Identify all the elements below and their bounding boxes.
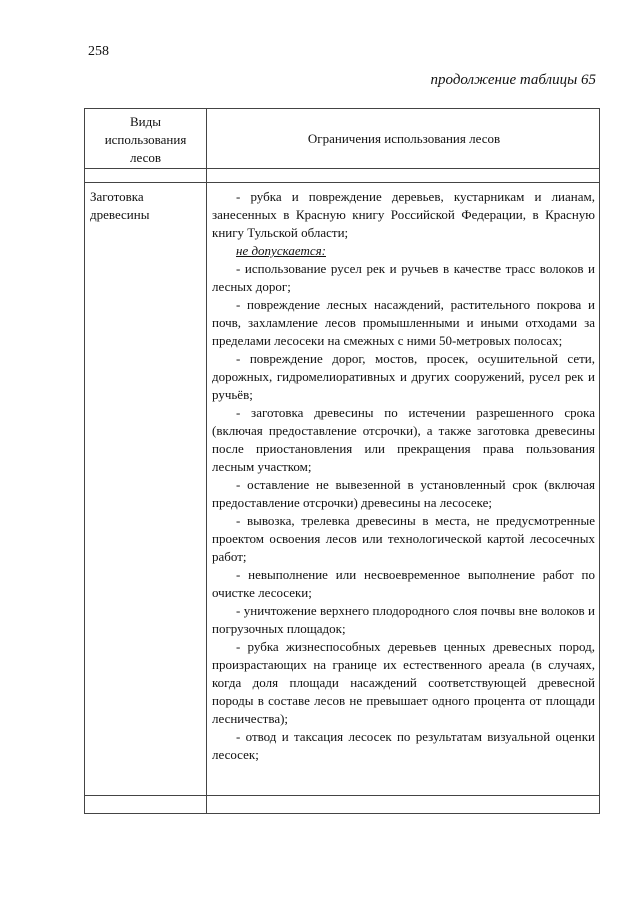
header-line: использования <box>104 132 187 147</box>
restriction-paragraph: - использование русел рек и ручьев в качестве трасс волоков и лесных дорог; <box>212 261 595 294</box>
restriction-paragraph: - повреждение дорог, мостов, просек, осушительной сети, дорожных, гидромелиоративных и других сооружений, русел рек и ручьёв; <box>212 351 595 402</box>
use-type-line: древесины <box>90 207 150 222</box>
row-cell-restrictions <box>212 188 595 764</box>
header-line: Виды <box>130 114 161 129</box>
restriction-paragraph: - заготовка древесины по истечении разрешенного срока (включая предоставление отсрочки), а также заготовка древесины после приостановления или прекращения права пользования лесным участком; <box>212 405 595 474</box>
restriction-paragraph: - оставление не вывезенной в установленный срок (включая предоставление отсрочки) древесины на лесосеке; <box>212 477 595 510</box>
restriction-paragraph: - повреждение лесных насаждений, растительного покрова и почв, захламление лесов промышленными и иными отходами за пределами лесосеки на смежных с ними 50-метровых полосах; <box>212 297 595 348</box>
restriction-paragraph: - рубка жизнеспособных деревьев ценных древесных пород, произрастающих на границе их естественного ареала (в случаях, когда доля площади насаждений соответствующей древесной породы в составе лесов не превышает одного процента от площади лесничества); <box>212 639 595 726</box>
restriction-paragraph: - невыполнение или несвоевременное выполнение работ по очистке лесосеки; <box>212 567 595 600</box>
restriction-paragraph: - вывозка, трелевка древесины в места, не предусмотренные проектом освоения лесов или технологической картой лесосечных работ; <box>212 513 595 564</box>
header-divider <box>85 168 599 169</box>
bottom-row-divider <box>85 795 599 796</box>
use-type-line: Заготовка <box>90 189 144 204</box>
spacer-row-divider <box>85 182 599 183</box>
page-number: 258 <box>88 44 109 59</box>
not-allowed-label: не допускается: <box>236 243 326 258</box>
restriction-paragraph: - отвод и таксация лесосек по результатам визуальной оценки лесосек; <box>212 729 595 762</box>
header-cell-restrictions: Ограничения использования лесов <box>307 131 501 146</box>
column-divider <box>206 109 207 813</box>
header-line: лесов <box>130 150 161 165</box>
restriction-paragraph: - рубка и повреждение деревьев, кустарникам и лианам, занесенных в Красную книгу Российской Федерации, в Красную книгу Тульской области; <box>212 189 595 240</box>
restrictions-table <box>84 108 600 814</box>
restriction-paragraph: - уничтожение верхнего плодородного слоя почвы вне волоков и погрузочных площадок; <box>212 603 595 636</box>
row-cell-use-type <box>90 188 202 224</box>
table-continuation-caption: продолжение таблицы 65 <box>430 72 596 88</box>
header-cell-forest-use-types <box>85 113 206 167</box>
